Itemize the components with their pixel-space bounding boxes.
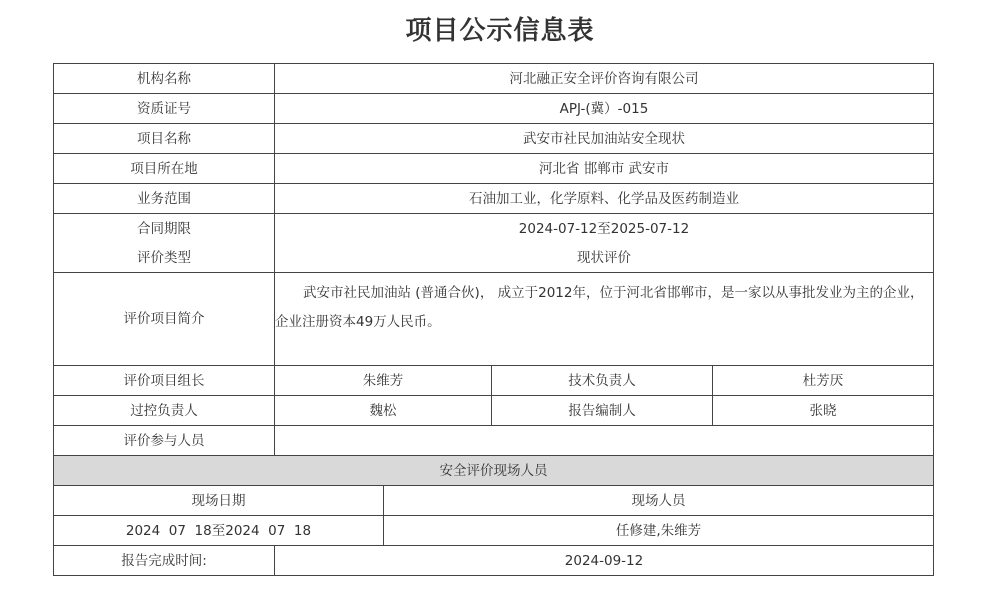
table-row — [54, 366, 934, 396]
org-label: 机构名称 — [54, 64, 275, 94]
table-row — [54, 184, 934, 214]
participants-value — [275, 426, 934, 456]
intro-label: 评价项目简介 — [54, 273, 275, 366]
org-value: 河北融正安全评价咨询有限公司 — [275, 64, 934, 94]
location-value: 河北省 邯郸市 武安市 — [275, 154, 934, 184]
scope-label: 业务范围 — [54, 184, 275, 214]
table-row — [54, 154, 934, 184]
table-row — [54, 94, 934, 124]
intro-value: 武安市社民加油站 (普通合伙)， 成立于2012年，位于河北省邯郸市，是一家以从事批发业为主的企业，企业注册资本49万人民币。 — [275, 273, 934, 366]
table-row — [54, 124, 934, 154]
completion-label: 报告完成时间: — [54, 546, 275, 576]
leader-value: 朱维芳 — [275, 366, 492, 396]
table-row — [54, 456, 934, 486]
info-table — [53, 63, 934, 576]
onsite-date-header: 现场日期 — [54, 486, 384, 516]
onsite-staff-header: 现场人员 — [384, 486, 934, 516]
eval-type-value: 现状评价 — [275, 243, 934, 273]
leader-label: 评价项目组长 — [54, 366, 275, 396]
contract-label: 合同期限 — [54, 214, 275, 244]
cert-label: 资质证号 — [54, 94, 275, 124]
contract-value: 2024-07-12至2025-07-12 — [275, 214, 934, 244]
table-row — [54, 396, 934, 426]
eval-type-label: 评价类型 — [54, 243, 275, 273]
report-author-label: 报告编制人 — [492, 396, 713, 426]
participants-label: 评价参与人员 — [54, 426, 275, 456]
page-title: 项目公示信息表 — [405, 16, 595, 46]
table-row — [54, 273, 934, 366]
report-author-value: 张晓 — [713, 396, 934, 426]
process-label: 过控负责人 — [54, 396, 275, 426]
table-row — [54, 64, 934, 94]
project-value: 武安市社民加油站安全现状 — [275, 124, 934, 154]
completion-value: 2024-09-12 — [275, 546, 934, 576]
table-row — [54, 546, 934, 576]
tech-lead-value: 杜芳厌 — [713, 366, 934, 396]
process-value: 魏松 — [275, 396, 492, 426]
table-row — [54, 243, 934, 273]
table-row — [54, 214, 934, 244]
onsite-staff-value: 任修建,朱维芳 — [384, 516, 934, 546]
onsite-section-title: 安全评价现场人员 — [54, 456, 934, 486]
table-row — [54, 426, 934, 456]
location-label: 项目所在地 — [54, 154, 275, 184]
tech-lead-label: 技术负责人 — [492, 366, 713, 396]
table-row — [54, 516, 934, 546]
cert-value: APJ-(冀）-015 — [275, 94, 934, 124]
scope-value: 石油加工业，化学原料、化学品及医药制造业 — [275, 184, 934, 214]
table-row — [54, 486, 934, 516]
onsite-date-value: 2024 07 18至2024 07 18 — [54, 516, 384, 546]
project-label: 项目名称 — [54, 124, 275, 154]
